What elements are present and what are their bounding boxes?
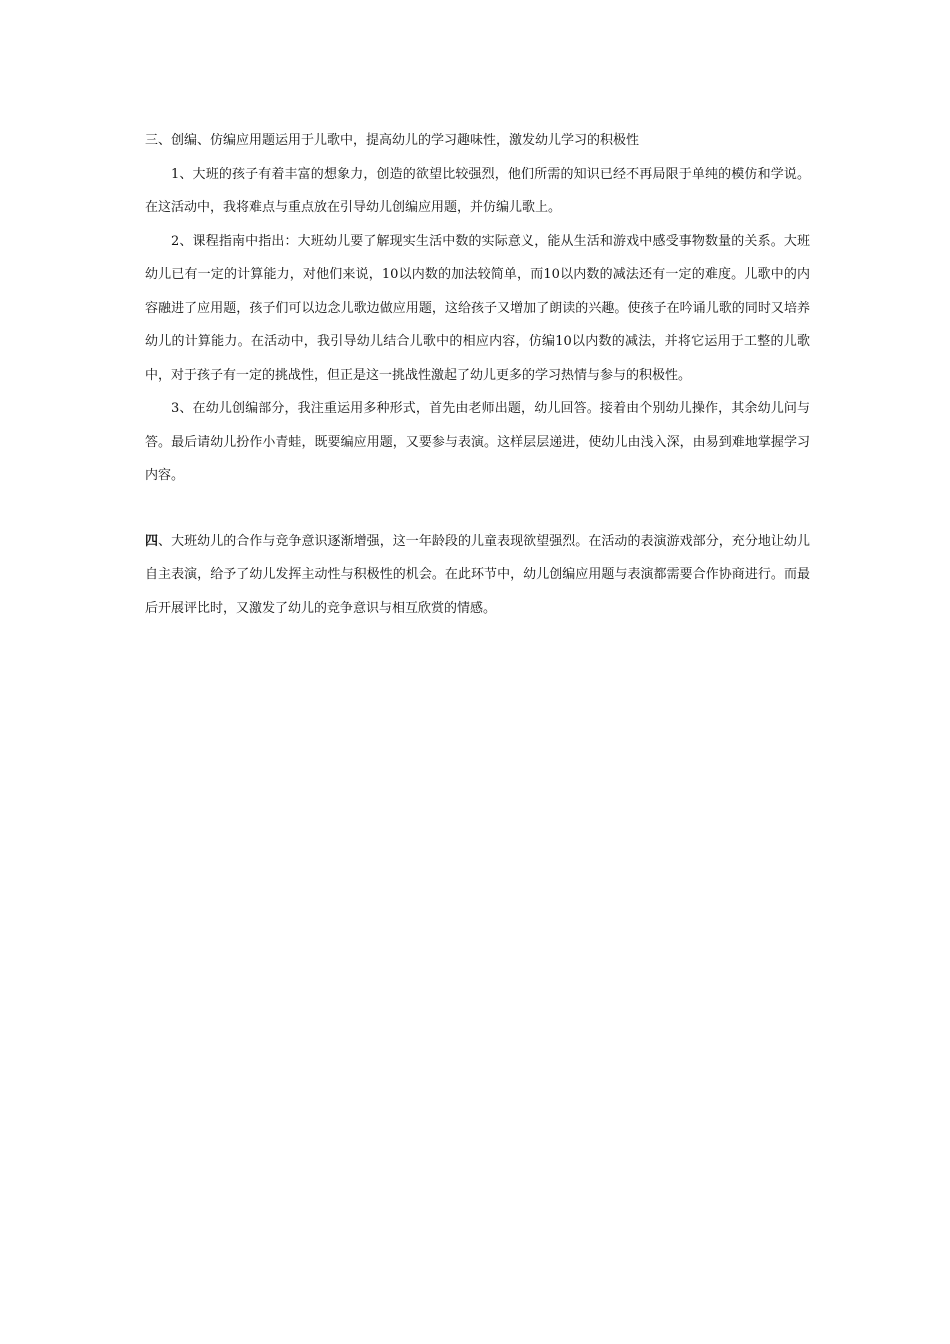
section-three-paragraph-1: 1、大班的孩子有着丰富的想象力，创造的欲望比较强烈，他们所需的知识已经不再局限于单纯的模仿和学说。在这活动中，我将难点与重点放在引导幼儿创编应用题，并仿编儿歌上。 [145,166,810,215]
section-four-paragraph [145,525,810,626]
section-four-text: 、大班幼儿的合作与竞争意识逐渐增强，这一年龄段的儿童表现欲望强烈。在活动的表演游戏部分，充分地让幼儿自主表演，给予了幼儿发挥主动性与积极性的机会。在此环节中，幼儿创编应用题与表演都需要合作协商进行。而最后开展评比时，又激发了幼儿的竞争意识与相互欣赏的情感。 [145,533,810,616]
section-three-heading: 三、创编、仿编应用题运用于儿歌中，提高幼儿的学习趣味性，激发幼儿学习的积极性 [145,133,640,148]
section-four-marker: 四 [145,533,159,549]
section-three-paragraph-3: 3、在幼儿创编部分，我注重运用多种形式，首先由老师出题，幼儿回答。接着由个别幼儿操作，其余幼儿问与答。最后请幼儿扮作小青蛙，既要编应用题，又要参与表演。这样层层递进，使幼儿由浅入深，由易到难地掌握学习内容。 [145,401,810,483]
document-body [145,124,810,625]
section-three-paragraph-2: 2、课程指南中指出：大班幼儿要了解现实生活中数的实际意义，能从生活和游戏中感受事物数量的关系。大班幼儿已有一定的计算能力，对他们来说，10以内数的加法较简单，而10以内数的减法还有一定的难度。儿歌中的内容融进了应用题，孩子们可以边念儿歌边做应用题，这给孩子又增加了朗读的兴趣。使孩子在吟诵儿歌的同时又培养幼儿的计算能力。在活动中，我引导幼儿结合儿歌中的相应内容，仿编10以内数的减法，并将它运用于工整的儿歌中，对于孩子有一定的挑战性，但正是这一挑战性激起了幼儿更多的学习热情与参与的积极性。 [145,233,810,383]
